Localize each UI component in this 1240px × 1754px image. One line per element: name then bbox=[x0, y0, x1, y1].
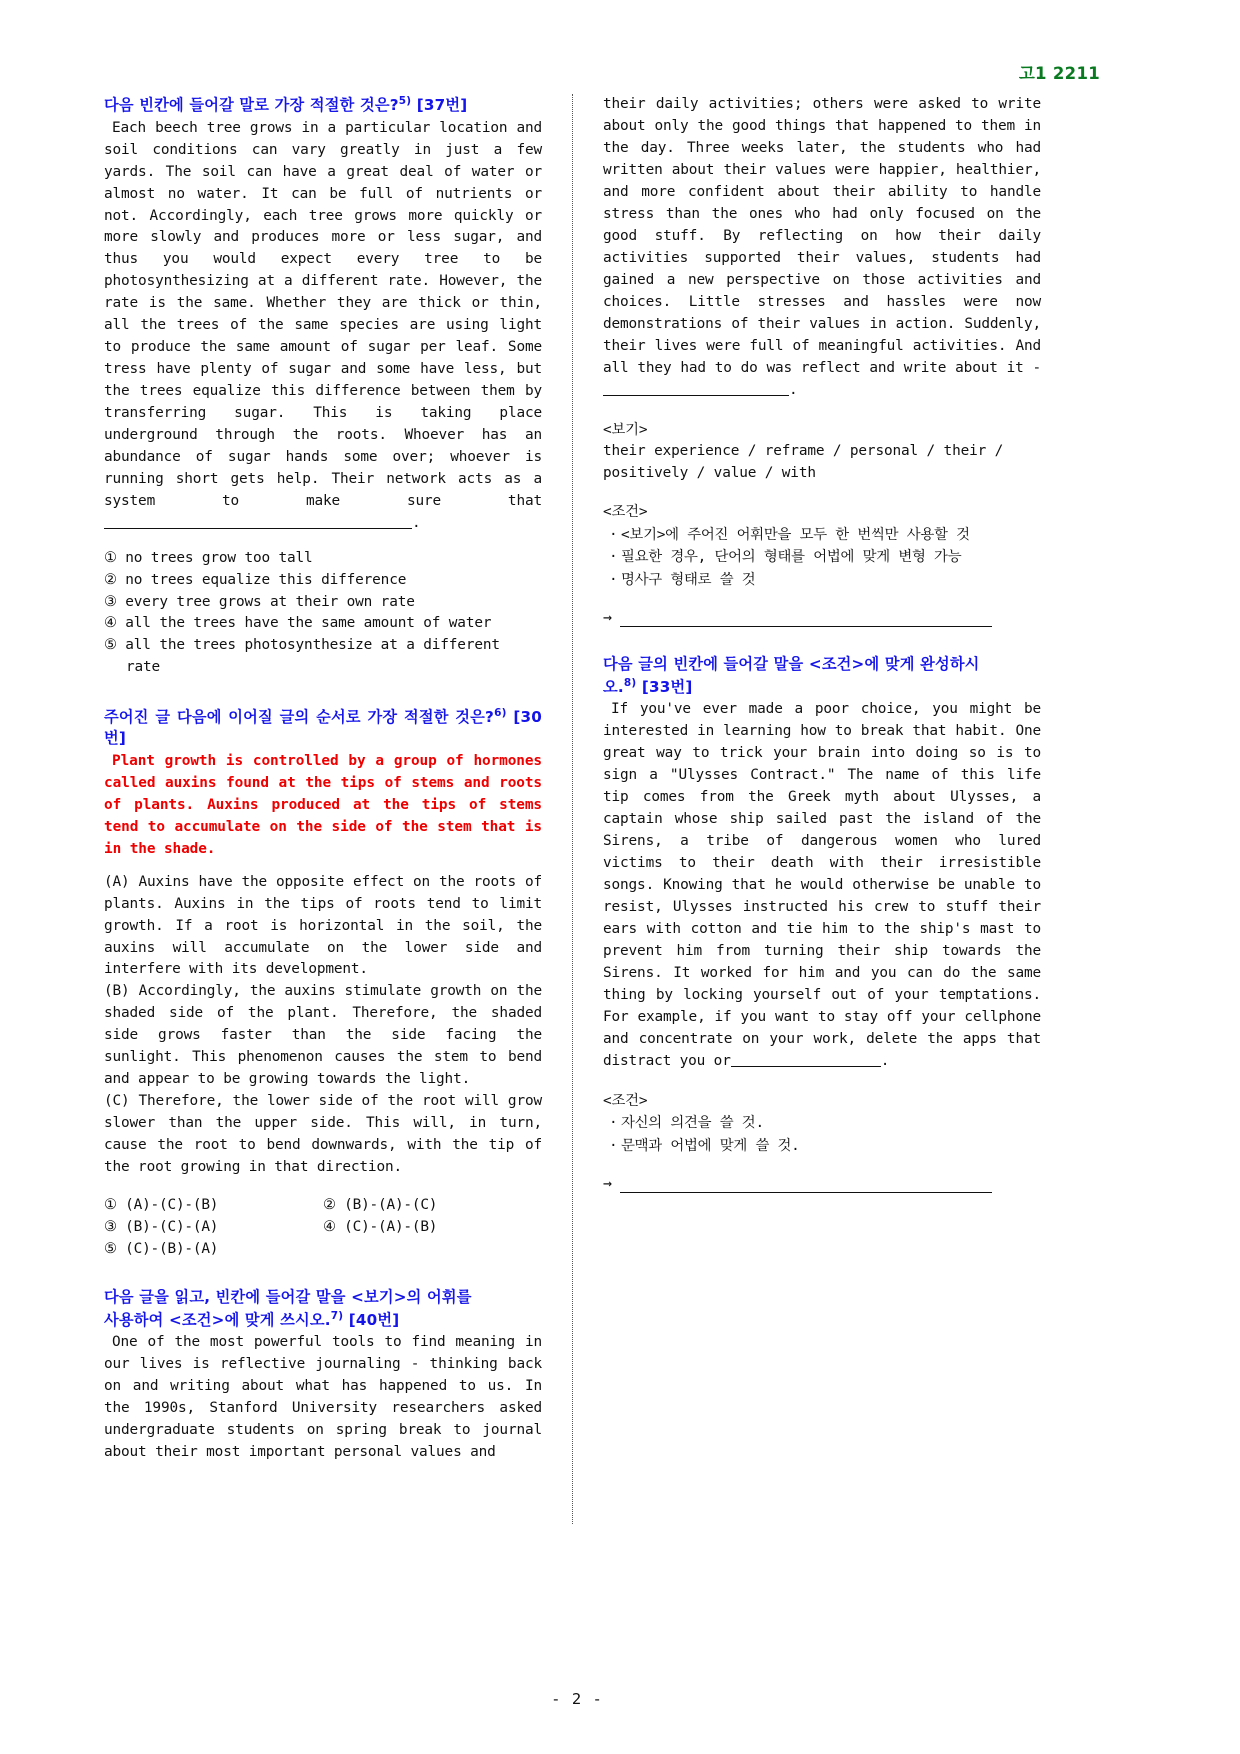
question-33-answer-line[interactable] bbox=[620, 1178, 992, 1193]
question-33-title bbox=[603, 654, 1041, 698]
bullet-icon: · bbox=[609, 1137, 618, 1154]
condition-item-text: 필요한 경우, 단어의 형태를 어법에 맞게 변형 가능 bbox=[621, 549, 962, 566]
question-block-40 bbox=[104, 1287, 542, 1464]
header-exam-code: 고1 2211 bbox=[1018, 64, 1100, 83]
question-40-answer-line[interactable] bbox=[620, 612, 992, 627]
question-33-passage-text: If you've ever made a poor choice, you might be interested in learning how to break that habit. One great way to trick your brain into doing so is to sign a "Ulysses Contract." The name of this life tip comes from the Greek myth about Ulysses, a captain whose ship sailed past the island of the Sirens, a tribe of dangerous women who lured victims to their death with their irresistible songs. Knowing that he would otherwise be unable to resist, Ulysses instructed his crew to stuff their ears with cotton and tie him to the ship's mast to prevent him from turning their ship towards the Sirens. It worked for him and you can do the same thing by locking yourself out of your temptations. For example, if you want to stay off your cellphone and concentrate on your work, delete the apps that distract you or bbox=[603, 701, 1041, 1069]
condition-item bbox=[603, 524, 1041, 546]
choice-item[interactable]: ④ all the trees have the same amount of water bbox=[104, 615, 492, 632]
question-37-ref: [37번] bbox=[411, 96, 468, 115]
question-30-footnote-marker: 6) bbox=[494, 706, 507, 719]
page-header bbox=[104, 60, 1136, 94]
question-33-answer-row[interactable] bbox=[603, 1173, 1041, 1193]
spacer bbox=[603, 402, 1041, 420]
choice-item[interactable]: ② no trees equalize this difference bbox=[104, 571, 407, 588]
question-37-passage-text: Each beech tree grows in a particular location and soil conditions can vary greatly in just a few yards. The soil can have a great deal of water or almost no water. It can be full of nutrients or not. Accordingly, each tree grows more quickly or more slowly and produces more or less sugar, and thus you would expect every tree to be photosynthesizing at a different rate. However, the rate is the same. Whether they are thick or thin, all the trees of the same species are using light to produce the same amount of sugar per leaf. Some tress have plenty of sugar and some have less, but the trees equalize this difference between them by transferring sugar. This is taking place underground through the roots. Whoever has an abundance of sugar hands some over; whoever is running short gets help. Their network acts as a system to make sure that bbox=[104, 119, 542, 510]
question-33-title-line1: 다음 글의 빈칸에 들어갈 말을 <조건>에 맞게 완성하시 bbox=[603, 654, 980, 673]
condition-item-text: 자신의 의견을 쓸 것. bbox=[621, 1115, 764, 1132]
question-37-passage bbox=[104, 118, 542, 535]
page-number: - 2 - bbox=[551, 1690, 603, 1708]
question-33-footnote-marker: 8) bbox=[623, 676, 637, 689]
question-block-30 bbox=[104, 706, 542, 1261]
question-40-condition-label: <조건> bbox=[603, 504, 648, 521]
question-40-blank bbox=[603, 383, 789, 396]
question-30-paragraph-a: (A) Auxins have the opposite effect on the roots of plants. Auxins in the tips of roots tend to limit growth. If a root is horizontal in the soil, the auxins will accumulate on the lower side and interfere with its development. bbox=[104, 873, 542, 978]
question-40-title bbox=[104, 1287, 542, 1331]
question-37-footnote-marker: 5) bbox=[398, 95, 412, 107]
question-40-ref: [40번] bbox=[343, 1310, 400, 1329]
question-40-bogi-items: their experience / reframe / personal / their / positively / value / with bbox=[603, 443, 1004, 481]
condition-item bbox=[603, 1112, 1041, 1134]
question-40-title-line1: 다음 글을 읽고, 빈칸에 들어갈 말을 <보기>의 어휘를 bbox=[104, 1288, 472, 1307]
condition-item bbox=[603, 1135, 1041, 1157]
page-footer bbox=[0, 1690, 1240, 1708]
spacer bbox=[104, 679, 542, 706]
question-40-footnote-marker: 7) bbox=[330, 1309, 344, 1322]
choice-item[interactable]: ① no trees grow too tall bbox=[104, 550, 313, 567]
question-33-ref: [33번] bbox=[636, 677, 693, 696]
question-37-choices bbox=[104, 548, 542, 679]
column-divider bbox=[572, 94, 573, 1524]
choice-row bbox=[104, 1216, 542, 1238]
question-33-condition-label: <조건> bbox=[603, 1092, 648, 1109]
choice-item[interactable] bbox=[104, 635, 542, 679]
question-30-given-passage: Plant growth is controlled by a group of hormones called auxins found at the tips of stems and roots of plants. Auxins produced at the tips of stems tend to accumulate on the side of the stem that is in the shade. bbox=[104, 752, 542, 857]
question-33-passage-tail: . bbox=[880, 1052, 890, 1069]
question-30-paragraph-c: (C) Therefore, the lower side of the root will grow slower than the upper side. This will, in turn, cause the root to bend downwards, with the tip of the root growing in that direction. bbox=[104, 1093, 542, 1176]
choice-item[interactable]: ⑤ (C)-(B)-(A) bbox=[104, 1241, 219, 1258]
question-40-passage-part2 bbox=[603, 94, 1041, 402]
bullet-icon: · bbox=[609, 1115, 618, 1132]
spacer bbox=[603, 627, 1041, 654]
condition-item bbox=[603, 569, 1041, 591]
question-block-40-continued bbox=[603, 94, 1041, 627]
choice-item[interactable]: ④ (C)-(A)-(B) bbox=[323, 1219, 438, 1236]
choice-row bbox=[104, 1194, 542, 1216]
question-37-blank bbox=[104, 516, 412, 529]
question-40-title-line2: 사용하여 <조건>에 맞게 쓰시오. bbox=[104, 1310, 331, 1329]
choice-item[interactable]: ① (A)-(C)-(B) bbox=[104, 1197, 219, 1214]
bullet-icon: · bbox=[609, 527, 618, 543]
question-33-title-line2: 오. bbox=[603, 677, 624, 696]
question-40-passage-part2-text: their daily activities; others were asked to write about only the good things that happened to them in the day. Three weeks later, the students who had written about their values were happier, healthier, and more confident about their ability to handle stress than the ones who had only focused on the good stuff. By reflecting on how their daily activities supported their values, students had gained a new perspective on those activities and choices. Little stresses and hassles were now demonstrations of their values in action. Suddenly, their lives were full of meaningful activities. And all they had to do was reflect and write about it - bbox=[603, 96, 1041, 376]
question-37-passage-tail: . bbox=[412, 515, 421, 532]
condition-item bbox=[603, 546, 1041, 568]
spacer bbox=[603, 484, 1041, 502]
condition-item-text: 명사구 형태로 쓸 것 bbox=[621, 571, 756, 588]
right-column bbox=[585, 94, 1041, 1193]
spacer bbox=[104, 861, 542, 872]
question-block-33 bbox=[603, 654, 1041, 1193]
question-30-title bbox=[104, 706, 542, 750]
question-30-paragraph-b: (B) Accordingly, the auxins stimulate growth on the shaded side of the plant. Therefore, the shaded side grows faster than the side facing the sunlight. This phenomenon causes the stem to bend and appear to be growing towards the light. bbox=[104, 983, 542, 1088]
question-37-title-text: 다음 빈칸에 들어갈 말로 가장 적절한 것은? bbox=[104, 96, 399, 115]
left-column bbox=[104, 94, 560, 1464]
question-33-blank bbox=[731, 1054, 881, 1067]
bullet-icon: · bbox=[609, 571, 618, 588]
choice-item[interactable]: ③ (B)-(C)-(A) bbox=[104, 1219, 219, 1236]
question-40-condition-list bbox=[603, 524, 1041, 591]
question-33-condition-list bbox=[603, 1112, 1041, 1157]
choice-spacer bbox=[323, 1238, 542, 1260]
question-30-ref: [30번] bbox=[104, 707, 542, 748]
spacer bbox=[104, 1260, 542, 1287]
choice-item-text: ⑤ all the trees photosynthesize at a different bbox=[104, 637, 500, 654]
question-40-passage-part1: One of the most powerful tools to find meaning in our lives is reflective journaling - thinking back on and writing about what has happened to us. In the 1990s, Stanford University researchers asked undergraduate students on spring break to journal about their most important personal values and bbox=[104, 1334, 542, 1461]
choice-item[interactable]: ③ every tree grows at their own rate bbox=[104, 593, 415, 610]
question-37-title bbox=[104, 94, 542, 117]
arrow-right-icon: → bbox=[603, 1173, 613, 1192]
condition-item-text: 문맥과 어법에 맞게 쓸 것. bbox=[621, 1137, 800, 1154]
question-30-title-text: 주어진 글 다음에 이어질 글의 순서로 가장 적절한 것은? bbox=[104, 707, 495, 726]
question-40-passage-tail: . bbox=[789, 381, 798, 398]
bullet-icon: · bbox=[609, 549, 618, 566]
arrow-right-icon: → bbox=[603, 607, 613, 626]
choice-item-wrap: rate bbox=[126, 658, 161, 675]
question-33-passage bbox=[603, 699, 1041, 1072]
question-40-bogi-label: <보기> bbox=[603, 421, 648, 438]
two-column-body bbox=[104, 94, 1136, 1634]
condition-item-text: <보기>에 주어진 어휘만을 모두 한 번씩만 사용할 것 bbox=[621, 527, 970, 543]
spacer bbox=[603, 1073, 1041, 1091]
question-40-answer-row[interactable] bbox=[603, 607, 1041, 627]
question-30-choices bbox=[104, 1194, 542, 1260]
question-block-37 bbox=[104, 94, 542, 679]
choice-row bbox=[104, 1238, 542, 1260]
choice-item[interactable]: ② (B)-(A)-(C) bbox=[323, 1197, 438, 1214]
